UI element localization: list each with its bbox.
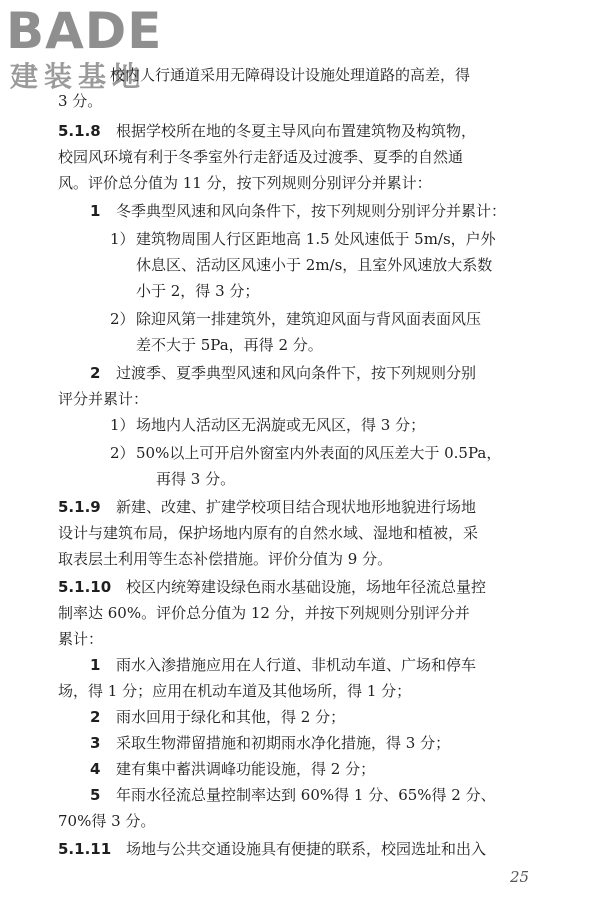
item-2-text-2: 评分并累计： — [58, 390, 149, 408]
logo-text-cn: 建装基地 — [10, 60, 147, 93]
rain-item-3-number: 3 — [90, 734, 101, 752]
section-5-1-8-text-3: 风。评价总分值为 11 分，按下列规则分别评分并累计： — [58, 174, 432, 192]
line-l2: 3 分。 — [58, 92, 103, 110]
section-5-1-11-number: 5.1.11 — [58, 840, 112, 858]
line-l1: 校内人行通道采用无障碍设计设施处理道路的高差，得 — [110, 66, 471, 84]
rain-item-1-text-2: 场，得 1 分；应用在机动车道及其他场所，得 1 分； — [58, 682, 412, 700]
item-2-2-text-1: 50%以上可开启外窗室内外表面的风压差大于 0.5Pa， — [136, 444, 502, 462]
section-5-1-8-text-1: 根据学校所在地的冬夏主导风向布置建筑物及构筑物， — [116, 122, 477, 140]
item-1-1-text-1: 建筑物周围人行区距地高 1.5 处风速低于 5m/s，户外 — [136, 230, 496, 248]
section-5-1-10-number: 5.1.10 — [58, 578, 112, 596]
item-1-number: 1 — [90, 202, 101, 220]
item-1-2-text-1: 除迎风第一排建筑外，建筑迎风面与背风面表面风压 — [136, 310, 482, 328]
rain-item-3-text: 采取生物滞留措施和初期雨水净化措施，得 3 分； — [116, 734, 451, 752]
item-2-1-number: 1） — [110, 416, 135, 434]
item-1-1-number: 1） — [110, 230, 135, 248]
rain-item-5-number: 5 — [90, 786, 101, 804]
rain-item-2-number: 2 — [90, 708, 101, 726]
rain-item-2-text: 雨水回用于绿化和其他，得 2 分； — [116, 708, 346, 726]
rain-item-1-number: 1 — [90, 656, 101, 674]
section-5-1-10-text-2: 制率达 60%。评价总分值为 12 分，并按下列规则分别评分并 — [58, 604, 470, 622]
rain-item-5-text-2: 70%得 3 分。 — [58, 812, 156, 830]
section-5-1-9-number: 5.1.9 — [58, 498, 101, 516]
rain-item-4-text: 建有集中蓄洪调峰功能设施，得 2 分； — [116, 760, 376, 778]
rain-item-5-text-1: 年雨水径流总量控制率达到 60%得 1 分、65%得 2 分、 — [116, 786, 496, 804]
section-5-1-9-text-1: 新建、改建、扩建学校项目结合现状地形地貌进行场地 — [116, 498, 477, 516]
section-5-1-11-text-1: 场地与公共交通设施具有便捷的联系，校园选址和出入 — [126, 840, 487, 858]
logo-text-en: BADE — [6, 2, 163, 60]
item-1-2-text-2: 差不大于 5Pa，再得 2 分。 — [136, 336, 323, 354]
section-5-1-9-text-2: 设计与建筑布局，保护场地内原有的自然水域、湿地和植被，采 — [58, 524, 479, 542]
item-2-2-number: 2） — [110, 444, 135, 462]
item-1-1-text-3: 小于 2，得 3 分； — [136, 282, 260, 300]
section-5-1-8-number: 5.1.8 — [58, 122, 101, 140]
section-5-1-10-text-3: 累计： — [58, 630, 104, 648]
rain-item-4-number: 4 — [90, 760, 101, 778]
page-number: 25 — [510, 868, 530, 886]
item-1-text: 冬季典型风速和风向条件下，按下列规则分别评分并累计： — [116, 202, 507, 220]
section-5-1-10-text-1: 校区内统筹建设绿色雨水基础设施，场地年径流总量控 — [126, 578, 487, 596]
section-5-1-9-text-3: 取表层土利用等生态补偿措施。评价分值为 9 分。 — [58, 550, 393, 568]
item-2-text-1: 过渡季、夏季典型风速和风向条件下，按下列规则分别 — [116, 364, 477, 382]
section-5-1-8-text-2: 校园风环境有利于冬季室外行走舒适及过渡季、夏季的自然通 — [58, 148, 464, 166]
item-1-1-text-2: 休息区、活动区风速小于 2m/s，且室外风速放大系数 — [136, 256, 493, 274]
item-1-2-number: 2） — [110, 310, 135, 328]
item-2-number: 2 — [90, 364, 101, 382]
rain-item-1-text-1: 雨水入渗措施应用在人行道、非机动车道、广场和停车 — [116, 656, 477, 674]
item-2-2-text-2: 再得 3 分。 — [156, 470, 236, 488]
item-2-1-text: 场地内人活动区无涡旋或无风区，得 3 分； — [136, 416, 426, 434]
